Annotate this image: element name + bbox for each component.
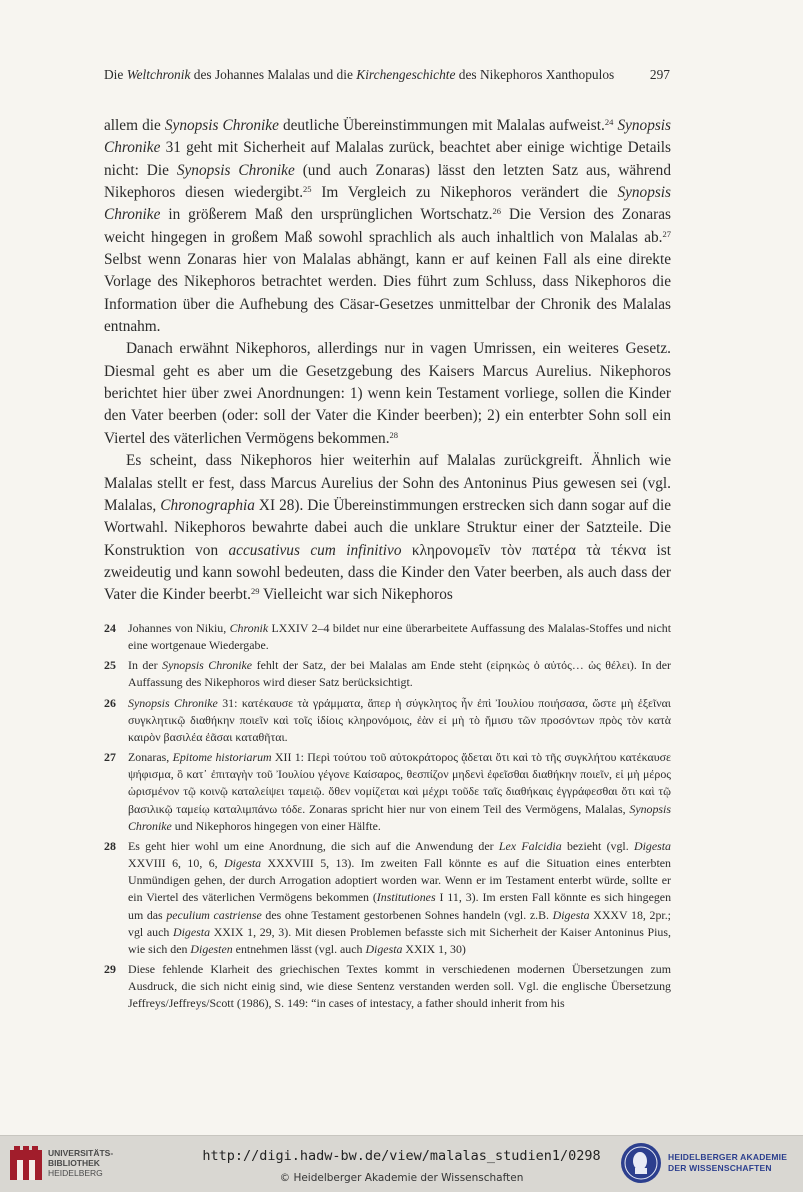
text-run: Zonaras, <box>128 750 173 765</box>
text-run: Es scheint, dass Nikephoros hier weiterhin auf Malalas zurückgreift. Ähnlich wie Malalas stellt er fest, dass Marcus Aurelius der Sohn des Antoninus Pius gewesen sei (vgl. Malalas, <box>104 452 671 514</box>
running-head <box>104 66 670 84</box>
academy-logo-icon[interactable] <box>620 1142 662 1184</box>
italic-text: Synopsis Chronike <box>164 117 279 134</box>
text-run: Die <box>104 67 127 82</box>
italic-text: Synopsis Chronike <box>104 184 671 224</box>
text-run: Danach erwähnt Nikephoros, allerdings nur in vagen Umrissen, ein weiteres Gesetz. Diesmal geht es aber um die Gesetzgebung des Kaisers Marcus Aurelius. Nikephoros berichtet hier über zwei Anordnungen: 1) wenn kein Testament vorliege, sollen die Kinder den Vater beerben (oder: soll der Vater die Kinder beerben); 2) ein enterbter Sohn soll ein Viertel des väterlichen Vermögens bekommen. <box>104 340 671 447</box>
text-run: Diese fehlende Klarheit des griechischen Textes kommt in verschiedenen modernen Übersetzungen zum Ausdruck, die sich nicht einig sind, wie diese Sentenz verstanden werden soll. Vgl. die englische Übersetzung Jeffreys/Jeffreys/Scott (1986), S. 149: “in cases of intestacy, a father should inherit from his <box>128 961 671 1011</box>
paragraph-1 <box>104 115 671 338</box>
academy-label <box>668 1152 787 1174</box>
italic-text: Chronik <box>229 621 269 635</box>
footnote-number: 28 <box>104 838 116 853</box>
footnote-text <box>128 658 671 689</box>
text-run: des Johannes Malalas und die <box>190 67 357 82</box>
text-run: XXVIII 6, 10, 6, <box>128 856 225 871</box>
footnote-26 <box>104 695 671 746</box>
text-run: und Nikephoros hingegen von einer Hälfte. <box>171 818 381 833</box>
text-run: XXXV 18, 2pr.; vgl auch <box>128 907 671 939</box>
text-run: Die Version des Zonaras weicht hingegen in großem Maß sowohl sprachlich als auch inhaltlich von Malalas ab. <box>104 206 672 246</box>
running-head-title <box>104 67 614 82</box>
italic-text: Chronographia <box>160 496 255 514</box>
italic-text: Synopsis Chronike <box>128 695 218 710</box>
footnote-ref: 25 <box>303 184 312 195</box>
ub-line-2: BIBLIOTHEK <box>48 1158 100 1168</box>
italic-text: Lex Falcidia <box>498 838 562 853</box>
text-run: XII 1: Περὶ τούτου τοῦ αὐτοκράτορος ᾄδεται ὅτι καὶ τὸ τῆς συγκλήτου κατέκαυσε ψήφισμα, ὃ κατ᾽ ἐπιταγὴν τοῦ Ἰουλίου γέγονε Καίσαρος, θεσπίζον μηδενὶ ἐφεῖσθαι διαθήκην ποιεῖν, εἰ μὴ μέρος ὡρισμένον τῷ κοινῷ καταλείψει ταμειῷ. ὅθεν νομίζεται καὶ μέχρι τοῦδε ταῖς διαθήκαις ἐγγράφεσθαι ὅτι καὶ τῷ βασιλικῷ ταμείῳ καταλιμπάνω τόδε. Zonaras spricht hier nur von einem Teil des Vermögens, Malalas, <box>128 750 671 816</box>
ub-line-1: UNIVERSITÄTS- <box>48 1148 114 1158</box>
text-run: fehlt der Satz, der bei Malalas am Ende steht (εἰρηκὼς ὁ αὐτός… ὡς θέλει). In der Auffassung des Nikephoros wird dieser Satz berücksichtigt. <box>128 658 671 690</box>
italic-text: Epitome historiarum <box>172 750 272 765</box>
footnote-24 <box>104 620 671 654</box>
footnote-ref: 29 <box>250 586 260 597</box>
footnote-number: 24 <box>104 621 116 635</box>
viewer-footer <box>0 1135 803 1192</box>
main-text <box>104 115 671 607</box>
text-run: LXXIV 2–4 bildet nur eine überarbeitete Auffassung des Malalas-Stoffes und nicht eine wortgenaue Wiedergabe. <box>128 621 671 653</box>
footnote-ref: 28 <box>389 429 399 440</box>
italic-text: peculium castriense <box>166 907 262 922</box>
text-run: Selbst wenn Zonaras hier von Malalas abhängt, kann er auf keinen Fall als eine direkte Vorlage des Nikephoros betrachtet werden. Dies führt zum Schluss, dass Nikephoros die Information über die Aufhebung des Cäsar-Gesetzes unmittelbar der Chronik des Malalas entnahm. <box>104 251 671 336</box>
italic-text: Institutiones <box>376 890 436 905</box>
footnote-27 <box>104 749 671 835</box>
paragraph-3 <box>104 450 671 606</box>
italic-text: Kirchengeschichte <box>356 67 456 82</box>
footnote-number: 27 <box>104 750 116 765</box>
text-run: allem die <box>104 117 165 134</box>
italic-text: Synopsis Chronike <box>128 801 671 833</box>
italic-text: Synopsis Chronike <box>162 658 253 673</box>
italic-text: accusativus cum infinitivo <box>228 541 402 559</box>
text-run: des Nikephoros Xanthopulos <box>455 67 615 82</box>
italic-text: Digesta <box>173 924 211 939</box>
text-run: in größerem Maß den ursprünglichen Wortschatz. <box>160 206 493 224</box>
italic-text: Weltchronik <box>126 67 191 82</box>
italic-text: Digesta <box>224 856 262 871</box>
italic-text: Digesta <box>552 907 590 922</box>
text-run: I 11, 3). Im ersten Fall könnte es sich hingegen um das <box>128 890 672 922</box>
footnote-text <box>128 621 671 652</box>
footnote-number: 26 <box>104 695 116 710</box>
footnote-28 <box>104 838 671 958</box>
text-run: deutliche Übereinstimmungen mit Malalas aufweist. <box>278 117 605 134</box>
text-run: XXIX 1, 29, 3). Mit diesen Problemen befasste sich mit Sicherheit der Kaiser Antoninus Pius, wie sich den <box>128 924 671 956</box>
footnotes <box>104 620 671 1015</box>
footnote-number: 29 <box>104 961 116 976</box>
italic-text: Digesta <box>633 838 671 853</box>
text-run: 31: κατέκαυσε τὰ γράμματα, ἅπερ ἡ σύγκλητος ἦν ἐπὶ Ἰουλίου ποιήσασα, ὥστε μὴ ἐξεῖναι συγκλητικῷ διαθήκην ποιεῖν καὶ τοῖς ἰδίοις κληρονόμοις, ἐὰν εἰ μὴ τὸ ἥμισυ τῶν προσόντων πρὸς τὸν κατὰ καιρὸν βασιλέα ἐᾶσαι καταθῆται. <box>128 695 671 744</box>
paragraph-2 <box>104 338 671 450</box>
text-run: (und auch Zonaras) lässt den letzten Satz aus, während Nikephoros diesen wiedergibt. <box>104 161 671 202</box>
footnote-ref: 27 <box>662 228 671 239</box>
italic-text: Digesta <box>365 941 403 956</box>
footnote-text <box>128 839 671 956</box>
text-run: 31 geht mit Sicherheit auf Malalas zurück, beachtet aber einige wichtige Details nicht: Die <box>104 139 671 179</box>
footnote-text <box>128 750 671 833</box>
hadw-line-2: DER WISSENSCHAFTEN <box>668 1163 772 1173</box>
footnote-ref: 24 <box>604 117 614 127</box>
italic-text: Synopsis Chronike <box>104 117 671 157</box>
text-run: entnehmen lässt (vgl. auch <box>232 941 366 956</box>
footnote-text <box>128 696 671 744</box>
text-run: XXXVIII 5, 13). Im zweiten Fall könnte es auf die Situation eines enterbten Unmündigen gehen, der durch Arrogation adoptiert worden war. Wenn er im Testament enterbt würde, sollte er ein Viertel des väterlichen Vermögens bekommen ( <box>128 856 671 905</box>
text-run: Es geht hier wohl um eine Anordnung, die sich auf die Anwendung der <box>128 838 499 853</box>
footnote-25 <box>104 657 671 691</box>
hadw-line-1: HEIDELBERGER AKADEMIE <box>668 1152 788 1162</box>
text-run: Im Vergleich zu Nikephoros verändert die <box>311 184 618 202</box>
page-number: 297 <box>649 67 670 82</box>
text-run: Vielleicht war sich Nikephoros <box>259 586 453 604</box>
footnote-number: 25 <box>104 658 116 673</box>
text-run: In der <box>128 658 163 673</box>
italic-text: Synopsis Chronike <box>176 161 295 179</box>
text-run: κληρονομεῖν τὸν πατέρα τὰ τέκνα ist zweideutig und kann sowohl bedeuten, dass die Kinder den Vater beerben, als auch dass der Vater die Kinder beerbt. <box>104 541 671 604</box>
footnote-ref: 26 <box>492 206 501 217</box>
italic-text: Digesten <box>190 941 233 956</box>
footnote-29 <box>104 961 671 1012</box>
text-run: XXIX 1, 30) <box>402 941 466 956</box>
permalink-url[interactable]: http://digi.hadw-bw.de/view/malalas_studien1/0298 <box>202 1148 601 1164</box>
text-run: XI 28). Die Übereinstimmungen erstrecken sich dann sogar auf die Wortwahl. Nikephoros bewahrte dabei auch die unklare Struktur einer der Satzteile. Die Konstruktion von <box>104 496 671 559</box>
footnote-text <box>128 962 671 1010</box>
text-run: Johannes von Nikiu, <box>128 621 230 635</box>
copyright-notice: © Heidelberger Akademie der Wissenschaften <box>279 1172 524 1184</box>
text-run: bezieht (vgl. <box>561 838 634 853</box>
ub-line-3: HEIDELBERG <box>48 1168 103 1178</box>
text-run: des ohne Testament gestorbenen Sohnes handeln (vgl. z.B. <box>261 907 553 922</box>
